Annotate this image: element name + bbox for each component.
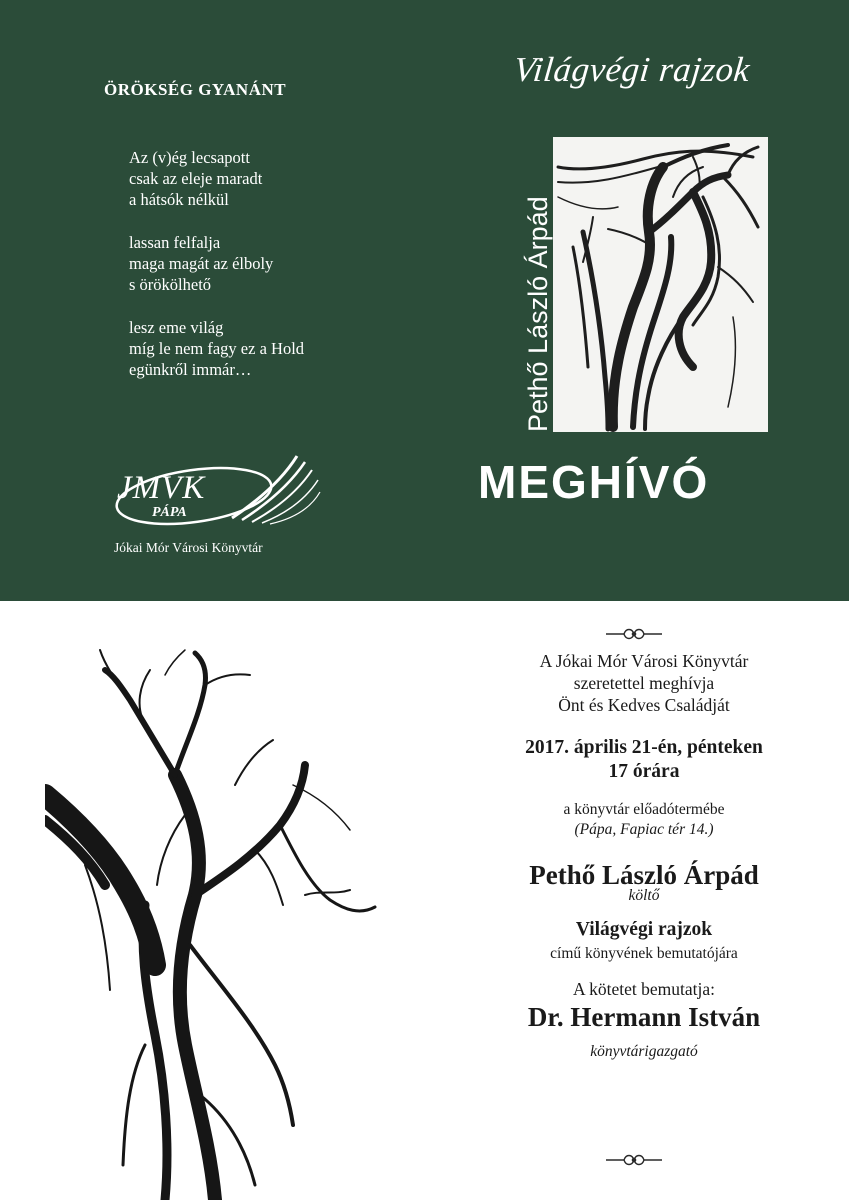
event-time: 17 órára (608, 761, 680, 782)
ornament-top-icon (604, 626, 664, 642)
presenter-name: Dr. Hermann István (527, 1002, 761, 1032)
book-title: Világvégi rajzok (575, 919, 713, 940)
host-line: A Jókai Mór Városi Könyvtár (539, 651, 749, 671)
logo-text: JMVK (117, 470, 206, 506)
cover-illustration (553, 137, 768, 432)
author-role: költő (628, 887, 660, 904)
poem-stanza (129, 232, 304, 295)
invitation-heading: MEGHÍVÓ (478, 456, 710, 508)
book-description: című könyvének bemutatójára (550, 945, 738, 962)
tree-drawing-icon (553, 137, 768, 432)
invitation-text (470, 650, 818, 1062)
presenter-role: könyvtárigazgató (590, 1043, 698, 1060)
invite-line: szeretettel meghívja (573, 673, 715, 693)
logo-city: PÁPA (152, 505, 187, 520)
poem-line: egünkről immár… (129, 360, 252, 379)
poem-line: maga magát az élboly (129, 254, 274, 273)
poem-title: ÖRÖKSÉG GYANÁNT (104, 80, 287, 99)
logo-caption: Jókai Mór Városi Könyvtár (114, 540, 263, 555)
poem-line: s örökölhető (129, 275, 212, 294)
library-logo (112, 448, 322, 563)
poem-line: míg le nem fagy ez a Hold (129, 339, 305, 358)
cover-book-title: Világvégi rajzok (512, 50, 752, 89)
poem-stanza (129, 317, 304, 380)
author-name: Pethő László Árpád (529, 860, 759, 890)
guest-line: Önt és Kedves Családját (558, 695, 730, 715)
presenter-intro: A kötetet bemutatja: (573, 979, 715, 999)
ornament-bottom-icon (604, 1152, 664, 1168)
poem-line: lassan felfalja (129, 233, 221, 252)
event-address: (Pápa, Fapiac tér 14.) (574, 821, 714, 838)
tree-sketch-icon (45, 645, 385, 1200)
event-venue: a könyvtár előadótermébe (563, 801, 725, 818)
cover-author: Pethő László Árpád (523, 196, 553, 432)
poem-line: a hátsók nélkül (129, 190, 229, 209)
poem-line: csak az eleje maradt (129, 169, 263, 188)
poem (129, 147, 304, 402)
poem-line: Az (v)ég lecsapott (129, 148, 250, 167)
poem-line: lesz eme világ (129, 318, 224, 337)
poem-stanza (129, 147, 304, 210)
event-date: 2017. április 21-én, pénteken (525, 737, 763, 758)
